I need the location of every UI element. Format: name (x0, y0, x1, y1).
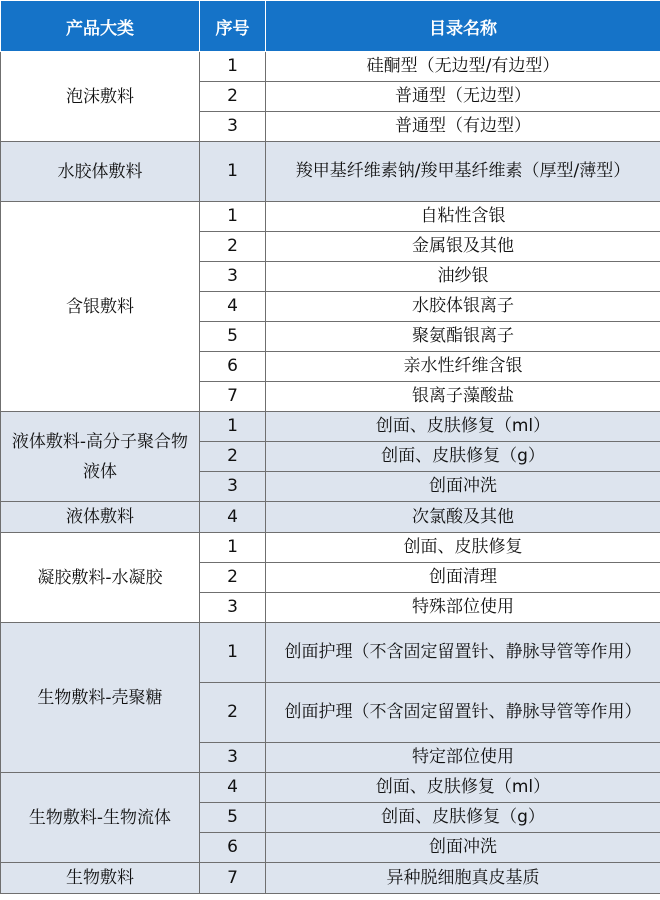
index-cell: 1 (200, 52, 266, 82)
table-row (1, 142, 660, 202)
category-cell: 生物敷料 (1, 863, 200, 894)
index-cell: 1 (200, 202, 266, 232)
name-cell: 普通型（有边型） (266, 112, 660, 142)
header-row (1, 1, 660, 52)
index-cell: 2 (200, 232, 266, 262)
table-body (1, 52, 660, 894)
name-cell: 异种脱细胞真皮基质 (266, 863, 660, 894)
table-row (1, 863, 660, 894)
category-cell: 生物敷料-壳聚糖 (1, 623, 200, 773)
index-cell: 1 (200, 412, 266, 442)
index-cell: 6 (200, 833, 266, 863)
name-cell: 硅酮型（无边型/有边型） (266, 52, 660, 82)
name-cell: 次氯酸及其他 (266, 502, 660, 533)
table-row (1, 52, 660, 82)
category-cell: 含银敷料 (1, 202, 200, 412)
header-category: 产品大类 (1, 1, 200, 52)
name-cell: 创面、皮肤修复（g） (266, 442, 660, 472)
name-cell: 特殊部位使用 (266, 593, 660, 623)
table-row (1, 773, 660, 803)
index-cell: 4 (200, 502, 266, 533)
category-cell: 泡沫敷料 (1, 52, 200, 142)
category-cell: 液体敷料 (1, 502, 200, 533)
name-cell: 油纱银 (266, 262, 660, 292)
index-cell: 4 (200, 773, 266, 803)
category-cell: 凝胶敷料-水凝胶 (1, 533, 200, 623)
table-row (1, 412, 660, 442)
table-row (1, 202, 660, 232)
name-cell: 创面冲洗 (266, 472, 660, 502)
index-cell: 1 (200, 142, 266, 202)
index-cell: 5 (200, 803, 266, 833)
name-cell: 创面、皮肤修复 (266, 533, 660, 563)
index-cell: 3 (200, 112, 266, 142)
index-cell: 2 (200, 683, 266, 743)
name-cell: 亲水性纤维含银 (266, 352, 660, 382)
index-cell: 6 (200, 352, 266, 382)
name-cell: 创面冲洗 (266, 833, 660, 863)
category-cell: 生物敷料-生物流体 (1, 773, 200, 863)
index-cell: 7 (200, 382, 266, 412)
index-cell: 3 (200, 593, 266, 623)
index-cell: 1 (200, 533, 266, 563)
header-name: 目录名称 (266, 1, 660, 52)
category-cell: 液体敷料-高分子聚合物液体 (1, 412, 200, 502)
name-cell: 金属银及其他 (266, 232, 660, 262)
name-cell: 聚氨酯银离子 (266, 322, 660, 352)
name-cell: 创面护理（不含固定留置针、静脉导管等作用） (266, 683, 660, 743)
index-cell: 1 (200, 623, 266, 683)
table-row (1, 623, 660, 683)
name-cell: 银离子藻酸盐 (266, 382, 660, 412)
index-cell: 3 (200, 472, 266, 502)
name-cell: 创面、皮肤修复（ml） (266, 773, 660, 803)
index-cell: 2 (200, 442, 266, 472)
index-cell: 2 (200, 563, 266, 593)
name-cell: 创面清理 (266, 563, 660, 593)
table-row (1, 502, 660, 533)
header-index: 序号 (200, 1, 266, 52)
table-row (1, 533, 660, 563)
name-cell: 自粘性含银 (266, 202, 660, 232)
name-cell: 创面护理（不含固定留置针、静脉导管等作用） (266, 623, 660, 683)
index-cell: 2 (200, 82, 266, 112)
name-cell: 羧甲基纤维素钠/羧甲基纤维素（厚型/薄型） (266, 142, 660, 202)
name-cell: 水胶体银离子 (266, 292, 660, 322)
name-cell: 普通型（无边型） (266, 82, 660, 112)
category-cell: 水胶体敷料 (1, 142, 200, 202)
index-cell: 7 (200, 863, 266, 894)
index-cell: 3 (200, 743, 266, 773)
name-cell: 创面、皮肤修复（ml） (266, 412, 660, 442)
name-cell: 特定部位使用 (266, 743, 660, 773)
index-cell: 3 (200, 262, 266, 292)
name-cell: 创面、皮肤修复（g） (266, 803, 660, 833)
index-cell: 5 (200, 322, 266, 352)
index-cell: 4 (200, 292, 266, 322)
